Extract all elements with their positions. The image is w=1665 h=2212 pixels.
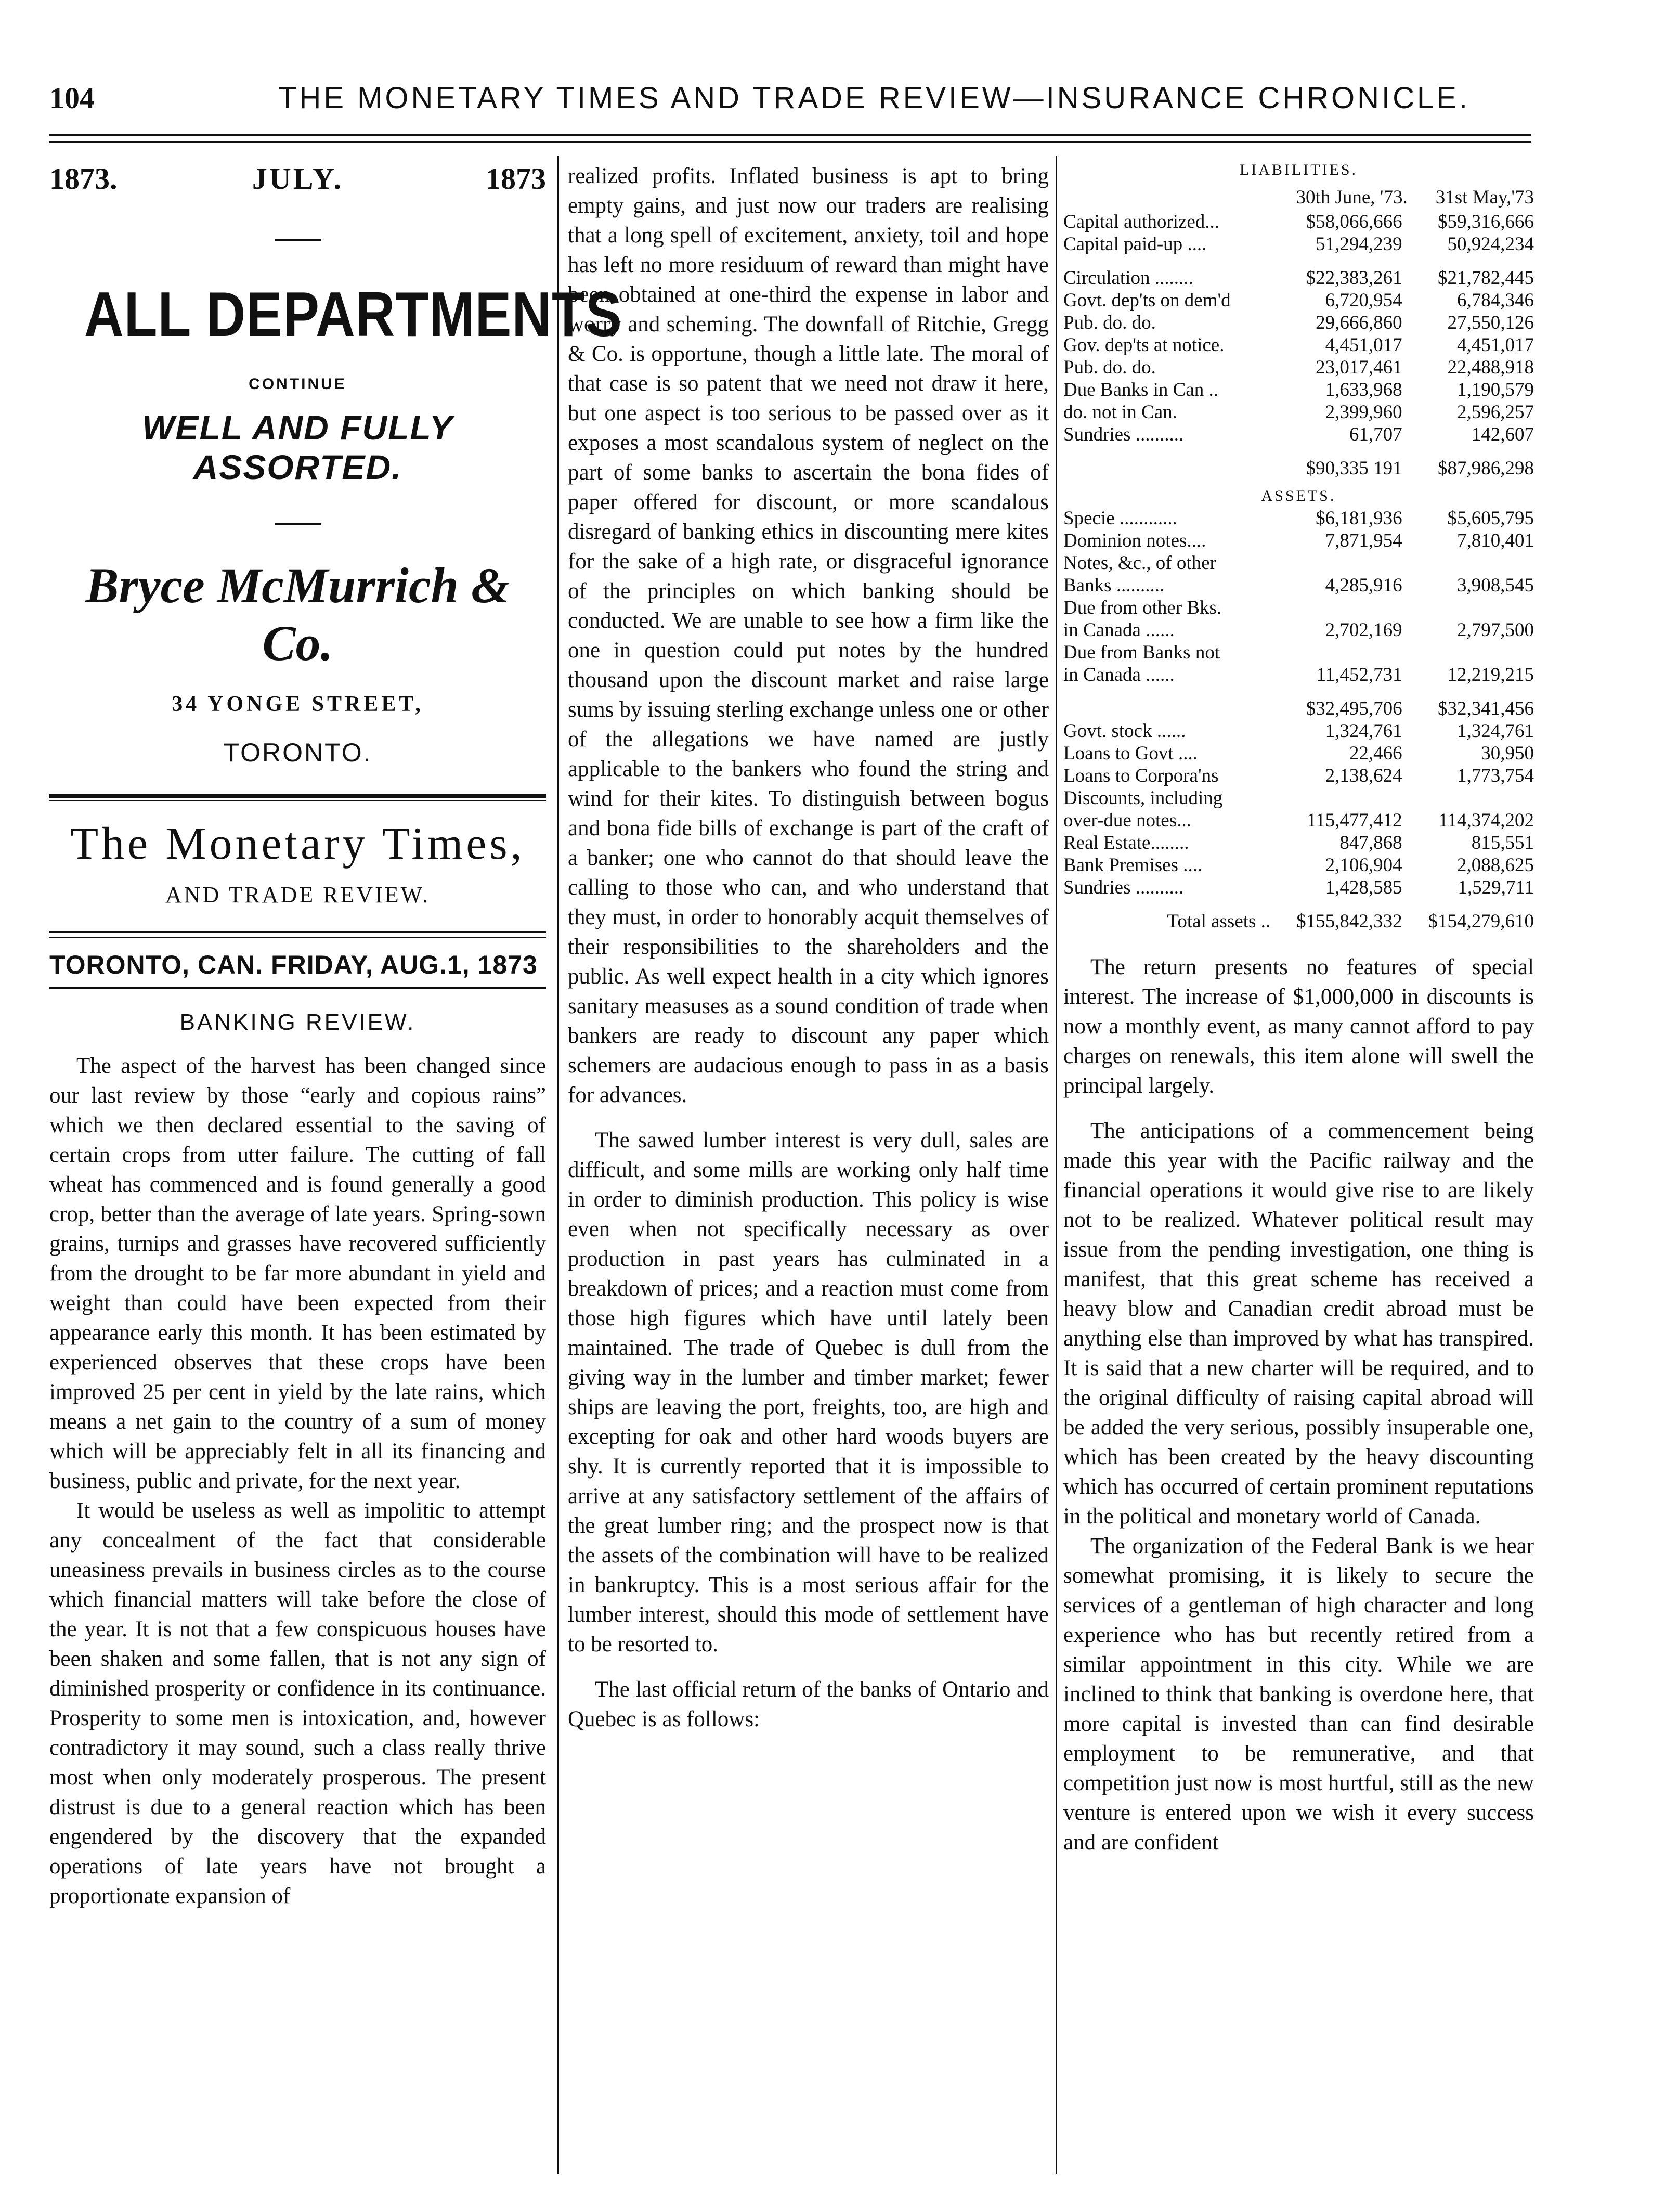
value-june — [1270, 641, 1402, 664]
table-row — [1063, 664, 1534, 686]
advert-year-right: 1873 — [486, 162, 546, 196]
table-row — [1063, 423, 1534, 446]
value-may: 7,810,401 — [1457, 530, 1534, 551]
article-heading: BANKING REVIEW. — [179, 1010, 416, 1035]
value-june: 1,633,968 — [1325, 379, 1402, 400]
advert-date-line — [49, 161, 546, 196]
value-may: 2,596,257 — [1457, 402, 1534, 423]
row-label: Sundries .......... — [1063, 424, 1184, 445]
advert-continue: CONTINUE — [249, 376, 347, 393]
table-row — [1063, 619, 1534, 641]
value-may: 142,607 — [1471, 424, 1534, 445]
row-label: over-due notes... — [1063, 810, 1191, 831]
value-june: 2,138,624 — [1325, 765, 1402, 786]
value-may: 6,784,346 — [1457, 290, 1534, 311]
value-june — [1270, 597, 1402, 619]
table-row — [1063, 211, 1534, 233]
dateline-rule — [49, 987, 546, 989]
table-row — [1063, 854, 1534, 876]
advert-assorted: WELL AND FULLY ASSORTED. — [142, 408, 453, 486]
total-may: $154,279,610 — [1428, 911, 1534, 932]
column-3 — [1063, 161, 1534, 1857]
row-label: Discounts, including — [1063, 787, 1223, 809]
table-row — [1063, 876, 1534, 899]
value-may: 2,797,500 — [1457, 619, 1534, 641]
row-label: Sundries .......... — [1063, 877, 1184, 898]
value-june: 2,106,904 — [1325, 855, 1402, 876]
value-may: 1,324,761 — [1457, 720, 1534, 742]
bank-return-column-headers — [1063, 186, 1534, 209]
value-june: 1,428,585 — [1325, 877, 1402, 898]
value-may: 22,488,918 — [1447, 357, 1534, 378]
table-row — [1063, 379, 1534, 401]
table-row — [1063, 809, 1534, 832]
value-june: 7,871,954 — [1325, 530, 1402, 551]
value-may: 50,924,234 — [1447, 234, 1534, 255]
page-number: 104 — [49, 81, 95, 115]
table-row — [1063, 720, 1534, 742]
value-may: 1,529,711 — [1458, 877, 1534, 898]
value-june: 847,868 — [1339, 832, 1402, 853]
table-row — [1063, 574, 1534, 597]
row-label: Due from other Bks. — [1063, 597, 1222, 618]
paragraph: The aspect of the harvest has been changed since our last review by those “early and copious rains” which we then declared essential to the saving of certain crops from utter failure. The cutting of fall wheat has commenced and is found generally a good crop, better than the average of late years. Spring-sown grains, turnips and grasses have recovered sufficiently from the drought to be far more abundant in yield and weight than could have been expected from their appearance early this month. It has been estimated by experienced observes that these crops have been improved 25 per cent in yield by the late rains, which means a net gain to the country of a sum of money which will be appreciably felt in all its financing and business, public and private, for the next year. — [49, 1054, 546, 1493]
value-june: $22,383,261 — [1306, 267, 1402, 289]
row-label: Specie ............ — [1063, 508, 1177, 529]
advert-firm-name: Bryce McMurrich & Co. — [85, 558, 510, 671]
dateline-rule — [49, 937, 546, 938]
column-1 — [49, 161, 622, 1911]
masthead-rule-thin — [49, 800, 546, 801]
advert-street: 34 YONGE STREET, — [172, 692, 424, 716]
table-row — [1063, 233, 1534, 255]
masthead-subtitle: AND TRADE REVIEW. — [165, 882, 431, 908]
table-row — [1063, 742, 1534, 765]
liabilities-heading: LIABILITIES. — [1239, 161, 1358, 178]
value-may: 3,908,545 — [1457, 575, 1534, 596]
table-row — [1063, 552, 1534, 574]
paragraph: The last official return of the banks of Ontario and Quebec is as follows: — [568, 1677, 1049, 1731]
column-2 — [568, 161, 1049, 1734]
table-row — [1063, 289, 1534, 312]
value-may — [1402, 641, 1534, 664]
row-label: Capital authorized... — [1063, 211, 1220, 232]
table-row — [1063, 529, 1534, 552]
paragraph: It would be useless as well as impolitic to attempt any concealment of the fact that considerable uneasiness prevails in business circles as to the course which financial matters will take before the close of the year. It is not that a few conspicuous houses have been shaken and some fallen, that is not any sign of diminished prosperity or confidence in its continuance. Prosperity to some men is intoxication, and, however contradictory it may sound, such a class really thrive most when only moderately prosperous. The present distrust is due to a general reaction which has been engendered by the discovery that the expanded operations of late years have not brought a proportionate expansion of — [49, 1498, 546, 1908]
value-june: 1,324,761 — [1325, 720, 1402, 742]
assets-subtotal-row — [1063, 697, 1534, 720]
article-body-col3 — [1063, 952, 1534, 1857]
bank-return-table — [1063, 211, 1534, 933]
value-may: 1,773,754 — [1457, 765, 1534, 786]
table-row — [1063, 832, 1534, 854]
total-june: $155,842,332 — [1296, 911, 1402, 932]
value-may: 4,451,017 — [1457, 334, 1534, 356]
value-june: 4,285,916 — [1325, 575, 1402, 596]
value-may: 30,950 — [1481, 743, 1534, 764]
table-row — [1063, 787, 1534, 809]
value-may: 12,219,215 — [1447, 664, 1534, 685]
value-june: 11,452,731 — [1316, 664, 1402, 685]
row-label: do. not in Can. — [1063, 402, 1177, 423]
value-june: 2,399,960 — [1325, 402, 1402, 423]
article-body-col1 — [49, 1051, 546, 1911]
total-may: $87,986,298 — [1438, 458, 1534, 479]
dateline: TORONTO, CAN. FRIDAY, AUG.1, 1873 — [49, 950, 538, 979]
value-june: $58,066,666 — [1306, 211, 1402, 232]
liabilities-total-row — [1063, 457, 1534, 480]
table-row — [1063, 356, 1534, 379]
advert-headline: ALL DEPARTMENTS — [84, 279, 622, 350]
paragraph: The anticipations of a commencement being made this year with the Pacific railway and the financial operations it would give rise to are likely not to be realized. Whatever political result may issue from the pending investigation, one thing is manifest, that this great scheme has received a heavy blow and Canadian credit abroad must be anything else than improved by what has transpired. It is said that a new charter will be required, and to the original difficulty of raising capital abroad will be added the very serious, possibly insuperable one, which has been created by the heavy discounting which has occurred of certain prominent reputations in the political and monetary world of Canada. — [1063, 1119, 1534, 1529]
value-may — [1402, 597, 1534, 619]
assets-heading: ASSETS. — [1261, 487, 1336, 505]
total-june: $90,335 191 — [1306, 458, 1402, 479]
total-assets-row — [1063, 910, 1534, 933]
advert-divider — [275, 239, 321, 241]
row-label: Due Banks in Can .. — [1063, 379, 1219, 400]
header-rule-thin — [49, 141, 1531, 143]
value-may — [1402, 787, 1534, 809]
row-label: Circulation ........ — [1063, 267, 1193, 289]
value-june: 115,477,412 — [1306, 810, 1402, 831]
value-may: 815,551 — [1471, 832, 1534, 853]
row-label: Gov. dep'ts at notice. — [1063, 334, 1225, 356]
dateline-rule — [49, 931, 546, 933]
value-may: $59,316,666 — [1438, 211, 1534, 232]
value-may — [1402, 552, 1534, 574]
value-may: $21,782,445 — [1438, 267, 1534, 289]
value-june: 23,017,461 — [1316, 357, 1402, 378]
table-row — [1063, 334, 1534, 356]
row-label: Notes, &c., of other — [1063, 552, 1216, 574]
row-label: in Canada ...... — [1063, 619, 1175, 641]
value-june: $6,181,936 — [1316, 508, 1402, 529]
paragraph: The return presents no features of special interest. The increase of $1,000,000 in discounts is now a monthly event, as many cannot afford to pay charges on renewals, this item alone will swell the principal largely. — [1063, 955, 1534, 1098]
value-june: 4,451,017 — [1325, 334, 1402, 356]
table-row — [1063, 312, 1534, 334]
total-assets-label: Total assets .. — [1167, 911, 1271, 932]
value-june: 22,466 — [1349, 743, 1402, 764]
value-may: $5,605,795 — [1447, 508, 1534, 529]
header-rule — [49, 134, 1531, 136]
value-june: 61,707 — [1349, 424, 1402, 445]
article-body-col2 — [568, 161, 1049, 1734]
masthead-title: The Monetary Times, — [70, 819, 525, 869]
advert-year-left: 1873. — [49, 162, 118, 196]
column-divider — [1056, 156, 1057, 2174]
subtotal-june: $32,495,706 — [1306, 698, 1402, 719]
paragraph: The organization of the Federal Bank is we hear somewhat promising, it is likely to secure the services of a gentleman of high character and long experience who has but recently retired from a similar appointment in this city. While we are inclined to think that banking is overdone here, that more capital is invested than can find desirable employment to be remunerative, and that competition just now is most hurtful, still as the new venture is entered upon we wish it every success and are confident — [1063, 1534, 1534, 1855]
running-title: THE MONETARY TIMES AND TRADE REVIEW—INSURANCE CHRONICLE. — [278, 81, 1471, 115]
value-june: 6,720,954 — [1325, 290, 1402, 311]
row-label: in Canada ...... — [1063, 664, 1175, 685]
masthead-rule — [49, 794, 546, 798]
paragraph: The sawed lumber interest is very dull, sales are difficult, and some mills are working only half time in order to diminish production. This policy is wise even when not specifically necessary as over production in past years has culminated in a breakdown of prices; and a reaction must come from those high figures which have until lately been maintained. The trade of Quebec is dull from the giving way in the lumber and timber market; fewer ships are leaving the port, freights, too, are high and excepting for oak and other hard woods buyers are shy. It is currently reported that it is impossible to arrive at any satisfactory settlement of the affairs of the great lumber ring; and the prospect now is that the assets of the combination will have to be realized in bankruptcy. This is a most serious affair for the lumber interest, should this mode of settlement have to be resorted to. — [568, 1128, 1049, 1657]
advert-divider — [275, 523, 321, 525]
table-row — [1063, 641, 1534, 664]
value-may: 2,088,625 — [1457, 855, 1534, 876]
column-header-may: 31st May,'73 — [1435, 187, 1534, 208]
value-may: 27,550,126 — [1447, 312, 1534, 333]
column-divider — [557, 156, 559, 2174]
value-june: 2,702,169 — [1325, 619, 1402, 641]
row-label: Govt. dep'ts on dem'd — [1063, 290, 1231, 311]
column-header-june: 30th June, '73. — [1296, 187, 1408, 208]
value-may: 114,374,202 — [1438, 810, 1534, 831]
row-label: Dominion notes.... — [1063, 530, 1206, 551]
page-header — [49, 81, 1531, 122]
subtotal-may: $32,341,456 — [1438, 698, 1534, 719]
table-row — [1063, 507, 1534, 529]
value-may: 1,190,579 — [1457, 379, 1534, 400]
paragraph: realized profits. Inflated business is apt to bring empty gains, and just now our traders are realising that a long spell of excitement, anxiety, toil and hope has left no more residuum of reward than might have been obtained at one-third the expense in labor and worry and scheming. The downfall of Ritchie, Gregg & Co. is opportune, though a little late. The moral of that case is so patent that we need not draw it here, but one aspect is too serious to be passed over as it exposes a most scandalous system of neglect on the part of some banks to ascertain the bona fides of paper offered for discount, or more scandalous disregard of banking ethics in discounting mere kites for the sake of a high rate, or disgraceful ignorance of the principles on which banking should be conducted. We are unable to see how a firm like the one in question could put notes by the hundred thousand upon the discount market and raise large sums by issuing sterling exchange unless one or other of the allegations we have named are justly applicable to the bankers who found the string and wind for their kites. To distinguish between bogus and bona fide bills of exchange is part of the craft of a banker; one who cannot do that should leave the calling to those who can, and who understand that they must, in order to honorably acquit themselves of their responsibilities to the shareholders and the public. As well expect health in a city which ignores sanitary measuses as a sound condition of trade when bankers are ready to discount any paper which schemers are audacious enough to pass in as a basis for advances. — [568, 164, 1049, 1107]
advert-city: TORONTO. — [223, 738, 372, 767]
value-june — [1270, 787, 1402, 809]
table-row — [1063, 401, 1534, 423]
row-label: Pub. do. do. — [1063, 357, 1156, 378]
value-june: 51,294,239 — [1316, 234, 1402, 255]
value-june — [1270, 552, 1402, 574]
table-row — [1063, 765, 1534, 787]
table-row — [1063, 597, 1534, 619]
table-row — [1063, 267, 1534, 289]
row-label: Loans to Govt .... — [1063, 743, 1198, 764]
row-label: Banks .......... — [1063, 575, 1165, 596]
row-label: Due from Banks not — [1063, 642, 1220, 663]
row-label: Bank Premises .... — [1063, 855, 1203, 876]
row-label: Real Estate........ — [1063, 832, 1189, 853]
value-june: 29,666,860 — [1316, 312, 1402, 333]
row-label: Govt. stock ...... — [1063, 720, 1186, 742]
row-label: Loans to Corpora'ns — [1063, 765, 1219, 786]
row-label: Pub. do. do. — [1063, 312, 1156, 333]
row-label: Capital paid-up .... — [1063, 234, 1207, 255]
advert-month: JULY. — [252, 162, 344, 196]
